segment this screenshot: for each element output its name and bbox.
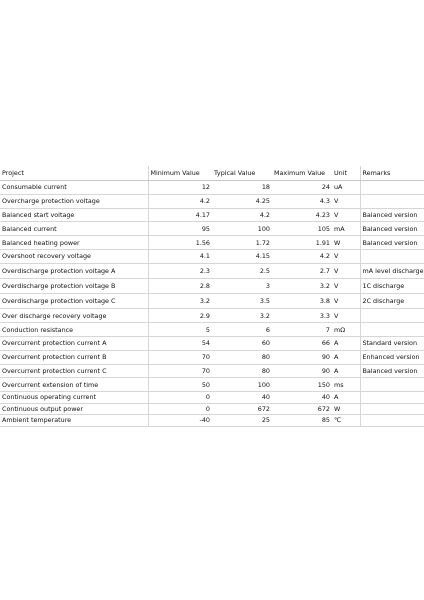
- cell-unit: A: [332, 392, 360, 404]
- cell-remarks: Balanced version: [360, 208, 424, 222]
- table-row: [0, 323, 424, 337]
- cell-typ: 100: [212, 378, 272, 392]
- cell-project: Overcurrent protection current A: [0, 336, 148, 350]
- header-max: Maximum Value: [272, 166, 332, 181]
- cell-unit: W: [332, 236, 360, 250]
- cell-max: 672: [272, 403, 332, 415]
- cell-remarks: [360, 309, 424, 323]
- cell-min: 2.3: [148, 263, 212, 278]
- cell-typ: 60: [212, 336, 272, 350]
- cell-typ: 40: [212, 392, 272, 404]
- cell-typ: 100: [212, 222, 272, 236]
- cell-min: 95: [148, 222, 212, 236]
- cell-unit: V: [332, 194, 360, 208]
- cell-unit: V: [332, 309, 360, 323]
- cell-remarks: Enhanced version: [360, 350, 424, 364]
- spec-table: [0, 166, 424, 427]
- cell-remarks: Balanced version: [360, 236, 424, 250]
- cell-unit: uA: [332, 181, 360, 195]
- cell-min: 54: [148, 336, 212, 350]
- cell-remarks: [360, 403, 424, 415]
- cell-unit: A: [332, 336, 360, 350]
- cell-unit: ℃: [332, 415, 360, 427]
- cell-project: Overcurrent protection current B: [0, 350, 148, 364]
- table-row: [0, 336, 424, 350]
- cell-remarks: Balanced version: [360, 364, 424, 378]
- cell-max: 90: [272, 350, 332, 364]
- cell-typ: 1.72: [212, 236, 272, 250]
- cell-min: 4.2: [148, 194, 212, 208]
- cell-typ: 80: [212, 350, 272, 364]
- cell-remarks: [360, 415, 424, 427]
- cell-remarks: [360, 181, 424, 195]
- cell-project: Consumable current: [0, 181, 148, 195]
- cell-max: 4.3: [272, 194, 332, 208]
- cell-unit: V: [332, 278, 360, 293]
- cell-max: 90: [272, 364, 332, 378]
- cell-min: 0: [148, 403, 212, 415]
- cell-min: 50: [148, 378, 212, 392]
- header-remarks: Remarks: [360, 166, 424, 181]
- header-project: Project: [0, 166, 148, 181]
- cell-typ: 672: [212, 403, 272, 415]
- cell-unit: mA: [332, 222, 360, 236]
- cell-project: Balanced current: [0, 222, 148, 236]
- table-row: [0, 364, 424, 378]
- cell-min: 5: [148, 323, 212, 337]
- cell-min: 4.1: [148, 249, 212, 263]
- cell-max: 4.2: [272, 249, 332, 263]
- header-min: Minimum Value: [148, 166, 212, 181]
- table-row: [0, 208, 424, 222]
- cell-remarks: [360, 194, 424, 208]
- cell-project: Continuous output power: [0, 403, 148, 415]
- cell-min: 2.8: [148, 278, 212, 293]
- cell-remarks: mA level discharge: [360, 263, 424, 278]
- cell-typ: 18: [212, 181, 272, 195]
- cell-project: Balanced heating power: [0, 236, 148, 250]
- cell-typ: 4.25: [212, 194, 272, 208]
- cell-project: Overdischarge protection voltage A: [0, 263, 148, 278]
- cell-unit: V: [332, 263, 360, 278]
- cell-typ: 4.15: [212, 249, 272, 263]
- cell-max: 66: [272, 336, 332, 350]
- header-typ: Typical Value: [212, 166, 272, 181]
- cell-unit: V: [332, 249, 360, 263]
- cell-project: Balanced start voltage: [0, 208, 148, 222]
- cell-max: 150: [272, 378, 332, 392]
- cell-remarks: [360, 249, 424, 263]
- header-unit: Unit: [332, 166, 360, 181]
- cell-unit: A: [332, 364, 360, 378]
- cell-min: 70: [148, 350, 212, 364]
- cell-project: Overcurrent extension of time: [0, 378, 148, 392]
- cell-unit: W: [332, 403, 360, 415]
- cell-project: Overdischarge protection voltage B: [0, 278, 148, 293]
- cell-max: 3.8: [272, 294, 332, 309]
- cell-typ: 25: [212, 415, 272, 427]
- table-row: [0, 278, 424, 293]
- cell-remarks: 2C discharge: [360, 294, 424, 309]
- cell-unit: mΩ: [332, 323, 360, 337]
- table-row: [0, 181, 424, 195]
- cell-max: 1.91: [272, 236, 332, 250]
- cell-min: 70: [148, 364, 212, 378]
- table-row: [0, 263, 424, 278]
- table-row: [0, 222, 424, 236]
- table-row: [0, 392, 424, 404]
- cell-unit: V: [332, 208, 360, 222]
- cell-project: Overdischarge protection voltage C: [0, 294, 148, 309]
- cell-max: 2.7: [272, 263, 332, 278]
- cell-max: 105: [272, 222, 332, 236]
- cell-max: 7: [272, 323, 332, 337]
- cell-max: 3.3: [272, 309, 332, 323]
- cell-typ: 2.5: [212, 263, 272, 278]
- table-row: [0, 309, 424, 323]
- table-row: [0, 350, 424, 364]
- cell-unit: V: [332, 294, 360, 309]
- cell-typ: 4.2: [212, 208, 272, 222]
- cell-min: 2.9: [148, 309, 212, 323]
- table-row: [0, 294, 424, 309]
- table-row: [0, 403, 424, 415]
- table-row: [0, 236, 424, 250]
- cell-project: Overcurrent protection current C: [0, 364, 148, 378]
- table-row: [0, 415, 424, 427]
- cell-min: -40: [148, 415, 212, 427]
- cell-project: Over discharge recovery voltage: [0, 309, 148, 323]
- cell-project: Overcharge protection voltage: [0, 194, 148, 208]
- cell-typ: 80: [212, 364, 272, 378]
- cell-remarks: 1C discharge: [360, 278, 424, 293]
- cell-min: 3.2: [148, 294, 212, 309]
- cell-typ: 6: [212, 323, 272, 337]
- cell-max: 3.2: [272, 278, 332, 293]
- cell-min: 1.56: [148, 236, 212, 250]
- cell-project: Continuous operating current: [0, 392, 148, 404]
- cell-unit: A: [332, 350, 360, 364]
- cell-unit: ms: [332, 378, 360, 392]
- cell-remarks: Balanced version: [360, 222, 424, 236]
- table-row: [0, 249, 424, 263]
- cell-project: Overshoot recovery voltage: [0, 249, 148, 263]
- cell-max: 4.23: [272, 208, 332, 222]
- cell-remarks: [360, 392, 424, 404]
- cell-project: Conduction resistance: [0, 323, 148, 337]
- cell-typ: 3: [212, 278, 272, 293]
- cell-max: 24: [272, 181, 332, 195]
- cell-max: 85: [272, 415, 332, 427]
- table-row: [0, 194, 424, 208]
- spec-table-container: [0, 166, 424, 427]
- cell-remarks: [360, 323, 424, 337]
- cell-typ: 3.2: [212, 309, 272, 323]
- cell-max: 40: [272, 392, 332, 404]
- cell-min: 4.17: [148, 208, 212, 222]
- cell-remarks: Standard version: [360, 336, 424, 350]
- cell-min: 0: [148, 392, 212, 404]
- cell-remarks: [360, 378, 424, 392]
- header-row: [0, 166, 424, 181]
- table-row: [0, 378, 424, 392]
- cell-typ: 3.5: [212, 294, 272, 309]
- cell-min: 12: [148, 181, 212, 195]
- cell-project: Ambient temperature: [0, 415, 148, 427]
